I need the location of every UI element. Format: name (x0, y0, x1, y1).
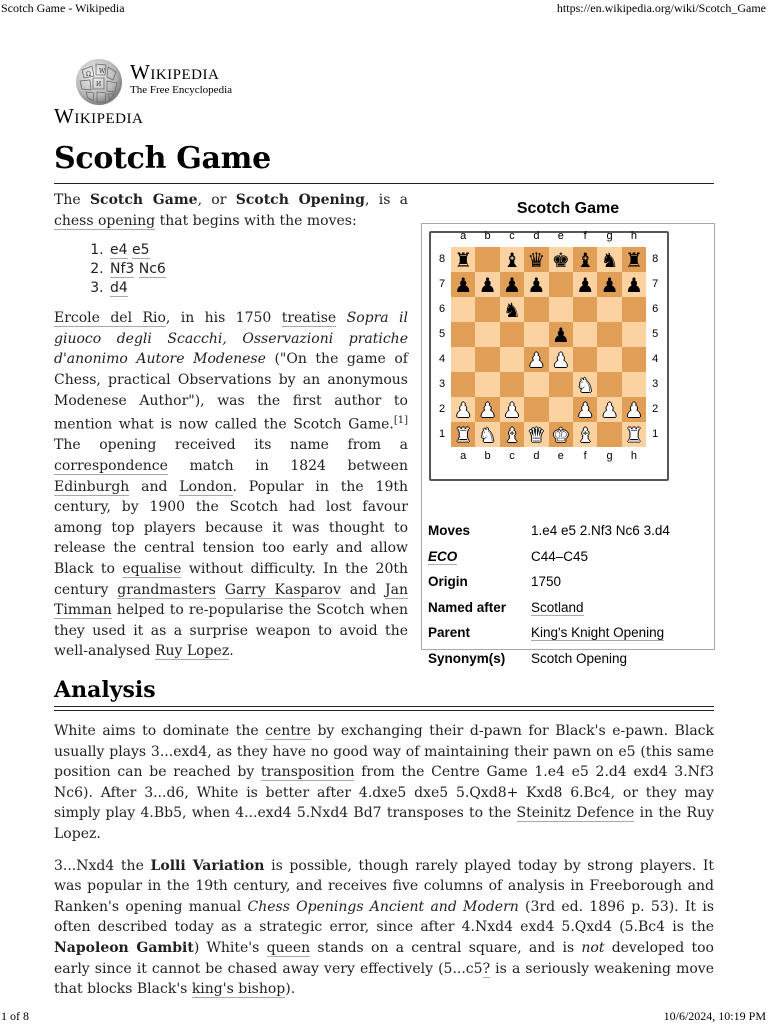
board-square (500, 272, 524, 297)
black-piece-icon: ♝ (576, 247, 595, 272)
black-piece-icon: ♝ (503, 247, 521, 272)
text-run: ("On the game of Chess, practical Observations by an anonymous Modenese Author"), was the first author to mention what is now called the Scotch Game. (54, 351, 408, 433)
file-label: f (583, 230, 587, 242)
board-square (573, 247, 597, 272)
article-link[interactable]: centre (265, 723, 311, 739)
page-title: Scotch Game (54, 141, 271, 176)
text-run: White aims to dominate the (54, 723, 266, 739)
white-piece-icon: ♜ (454, 422, 473, 447)
wikipedia-logo[interactable] (54, 56, 294, 126)
text-run: , is a (364, 192, 409, 208)
white-piece-icon: ♟ (600, 397, 619, 422)
file-label: d (533, 450, 540, 462)
text-run: The (54, 192, 90, 208)
black-piece-icon: ♞ (600, 247, 619, 272)
infobox (421, 196, 715, 666)
rank-label: 7 (438, 278, 446, 290)
text-run: . (229, 643, 234, 660)
infobox-table (428, 519, 710, 672)
infobox-key: Parent (428, 625, 471, 640)
board-square (573, 297, 597, 322)
wikipedia-wordmark: Wikipedia (130, 60, 220, 84)
article-link[interactable]: grandmasters (117, 581, 216, 598)
board-square (500, 297, 524, 322)
infobox-value[interactable]: King's Knight Opening (531, 625, 665, 640)
analysis-paragraph-2 (54, 856, 714, 1000)
text-run: , or (197, 192, 236, 208)
white-piece-icon: ♝ (576, 422, 595, 447)
white-piece-icon: ♝ (503, 422, 521, 447)
bold-term: Scotch Opening (235, 192, 365, 208)
infobox-row (428, 596, 710, 622)
infobox-value: 1750 (531, 574, 562, 589)
opening-move-item (108, 260, 408, 279)
white-piece-icon: ♚ (551, 422, 570, 447)
chess-diagram (429, 231, 669, 481)
file-label: d (533, 230, 540, 242)
text-run: developed too early since it cannot be chased away very effectively (5...c5 (54, 939, 714, 977)
board-square (475, 397, 499, 422)
board-square (549, 422, 573, 447)
white-piece-icon: ♟ (625, 397, 643, 422)
text-run (336, 310, 346, 326)
title-divider (54, 183, 714, 184)
analysis-section (54, 721, 714, 1011)
wikipedia-globe-icon (72, 56, 126, 106)
board-square (597, 322, 621, 347)
board-square (524, 347, 548, 372)
file-label: c (509, 450, 515, 462)
text-run: 3...Nxd4 the (54, 857, 151, 874)
board-square (524, 422, 548, 447)
white-piece-icon: ♛ (527, 422, 546, 447)
article-link[interactable]: equalise (122, 560, 182, 577)
infobox-value: 1.e4 e5 2.Nf3 Nc6 3.d4 (531, 523, 670, 538)
print-page-title: Scotch Game - Wikipedia (1, 1, 125, 15)
file-label: g (606, 450, 613, 462)
text-run: helped to re-popularise the Scotch when they used it as a surprise weapon to avoid the well-analysed (54, 602, 408, 660)
board-square (500, 422, 524, 447)
print-header (0, 0, 768, 16)
article-link[interactable]: Nf3 (110, 261, 135, 278)
board-square (500, 322, 524, 347)
board-square (524, 397, 548, 422)
board-square (622, 297, 646, 322)
black-piece-icon: ♟ (576, 272, 595, 297)
text-run: , in his 1750 (165, 310, 282, 327)
rank-label: 1 (438, 428, 446, 440)
section-divider (54, 706, 714, 707)
opening-moves-list (54, 241, 408, 298)
board-square (524, 322, 548, 347)
article-link[interactable]: London (179, 478, 233, 495)
board-square (524, 297, 548, 322)
text-run: is a seriously weakening move that blocks Black's (54, 960, 714, 998)
white-piece-icon: ♟ (527, 347, 546, 372)
italic-text: not (581, 939, 605, 956)
board-square (573, 372, 597, 397)
board-square (524, 372, 548, 397)
article-link[interactable]: Jan Timman (54, 581, 409, 619)
black-piece-icon: ♛ (527, 247, 546, 272)
black-piece-icon: ♟ (625, 272, 643, 297)
file-label: e (557, 230, 564, 242)
board-square (475, 372, 499, 397)
black-piece-icon: ♟ (454, 272, 473, 297)
bold-term: Lolli Variation (150, 857, 265, 874)
file-label: h (630, 230, 638, 242)
rank-label: 8 (652, 253, 659, 265)
text-run: is possible, though rarely played today by strong players. It was popular in the 19th century, and receives five columns of analysis in Freeborough and Ranken's opening manual (54, 857, 714, 915)
board-square (475, 347, 499, 372)
lead-section (54, 190, 408, 672)
board-square (573, 397, 597, 422)
white-piece-icon: ♜ (625, 422, 643, 447)
article-link[interactable]: treatise (281, 310, 337, 327)
black-piece-icon: ♜ (454, 247, 473, 272)
rank-label: 3 (438, 378, 446, 390)
board-square (451, 247, 475, 272)
black-piece-icon: ♟ (527, 272, 546, 297)
rank-label: 1 (652, 428, 659, 440)
text-run: by exchanging their d-pawn for Black's e-pawn. Black usually plays 3...exd4, as they have no good way of maintaining their pawn on e5 (this same position can be reached by (54, 723, 714, 781)
black-piece-icon: ♜ (625, 247, 643, 272)
board-square (451, 347, 475, 372)
rank-label: 6 (652, 303, 659, 315)
board-square (549, 372, 573, 397)
italic-text: Chess Openings Ancient and Modern (247, 898, 519, 915)
article-link[interactable]: chess opening (54, 212, 156, 229)
text-run: match in 1824 between (167, 458, 408, 474)
lead-paragraph-1 (54, 190, 408, 231)
board-square (622, 347, 646, 372)
board-square (622, 322, 646, 347)
text-run: . Popular in the 19th century, by 1900 the Scotch had lost favour among top players because it was thought to release the central tension too early and allow Black to (54, 478, 409, 577)
board-square (475, 322, 499, 347)
rank-label: 7 (652, 278, 659, 290)
article-link[interactable]: Ruy Lopez (154, 643, 230, 660)
file-label: f (583, 450, 587, 462)
board-square (475, 247, 499, 272)
analysis-paragraph-1 (54, 721, 714, 845)
board-square (622, 247, 646, 272)
text-run: ) White's (193, 939, 267, 956)
svg-text:W: W (99, 68, 106, 75)
rank-label: 5 (438, 328, 446, 340)
infobox-key: Named after (428, 599, 507, 615)
rank-label: 4 (438, 353, 446, 365)
text-run (216, 582, 225, 598)
file-label: h (630, 450, 638, 462)
board-square (524, 272, 548, 297)
white-piece-icon: ♞ (576, 372, 595, 397)
article-link[interactable]: e5 (131, 242, 150, 259)
rank-label: 2 (652, 403, 659, 415)
rank-label: 5 (652, 328, 659, 340)
board-square (549, 397, 573, 422)
article-link[interactable]: transposition (261, 764, 355, 781)
article-link[interactable]: Steinitz Defence (516, 805, 635, 822)
board-square (597, 372, 621, 397)
rank-label: 4 (652, 353, 659, 365)
white-piece-icon: ♟ (503, 397, 521, 422)
board-square (451, 322, 475, 347)
black-piece-icon: ♟ (478, 272, 497, 297)
board-square (573, 347, 597, 372)
black-piece-icon: ♟ (503, 272, 521, 297)
white-piece-icon: ♞ (478, 422, 497, 447)
black-piece-icon: ♚ (551, 247, 570, 272)
text-run: that begins with the moves: (155, 212, 357, 229)
infobox-row (428, 647, 710, 673)
board-square (573, 322, 597, 347)
black-piece-icon: ♟ (600, 272, 619, 297)
infobox-row (428, 519, 710, 545)
print-footer (0, 1008, 768, 1024)
board-square (549, 347, 573, 372)
infobox-key: Origin (428, 574, 468, 589)
print-page-number: 1 of 8 (1, 1009, 29, 1023)
rank-label: 3 (652, 378, 659, 390)
print-url: https://en.wikipedia.org/wiki/Scotch_Game (556, 1, 766, 15)
text-run: and (340, 581, 386, 598)
text-run: (3rd ed. 1896 p. 53). It is often described today as a strategic error, since after 4.Nxd4 exd4 5.Qxd4 (5.Bc4 is the (54, 898, 714, 936)
white-piece-icon: ♟ (551, 347, 570, 372)
article-link[interactable]: Nc6 (138, 261, 166, 278)
board-square (549, 247, 573, 272)
text-run: The opening received its name from a (54, 437, 408, 454)
article-link[interactable]: ? (482, 960, 491, 977)
white-piece-icon: ♟ (576, 397, 595, 422)
black-piece-icon: ♞ (503, 297, 521, 322)
rank-label: 6 (438, 303, 446, 315)
bold-term: Scotch Game (89, 192, 198, 208)
board-square (549, 322, 573, 347)
article-link[interactable]: queen (266, 939, 311, 956)
infobox-body (421, 223, 715, 666)
infobox-key[interactable]: ECO (428, 548, 458, 564)
chess-board (438, 230, 659, 462)
rank-label: 2 (438, 403, 446, 415)
board-square (475, 422, 499, 447)
board-square (500, 397, 524, 422)
file-label: c (509, 230, 515, 242)
lead-paragraph-2 (54, 308, 408, 662)
infobox-row (428, 621, 710, 647)
section-divider-secondary (54, 710, 714, 711)
infobox-key: Moves (428, 523, 471, 538)
board-square (573, 422, 597, 447)
file-label: e (557, 450, 564, 462)
board-square (622, 397, 646, 422)
article-link[interactable]: king's bishop (191, 981, 286, 998)
text-run: ). (285, 981, 296, 998)
board-square (451, 272, 475, 297)
board-square (622, 272, 646, 297)
black-piece-icon: ♟ (551, 322, 570, 347)
citation-link[interactable]: [1] (393, 415, 408, 427)
rank-label: 8 (438, 253, 446, 265)
text-run: from the Centre Game 1.e4 e5 2.d4 exd4 3.Nf3 Nc6). After 3...d6, White is better after 4.dxe5 dxe5 5.Qxd8+ Kxd8 6.Bc4, or they may simply play 4.Bb5, when 4...exd4 5.Nxd4 Bd7 transposes to the (54, 764, 714, 822)
board-square (573, 272, 597, 297)
infobox-row (428, 570, 710, 596)
article-link[interactable]: Ercole del Rio (54, 310, 166, 327)
section-heading-analysis: Analysis (54, 677, 156, 703)
board-square (524, 247, 548, 272)
board-square (622, 372, 646, 397)
article-link[interactable]: d4 (110, 280, 128, 297)
board-square (549, 297, 573, 322)
board-square (500, 247, 524, 272)
board-square (451, 297, 475, 322)
board-square (597, 397, 621, 422)
infobox-value: Scotch Opening (531, 650, 628, 666)
infobox-value[interactable]: Scotland (531, 599, 584, 615)
text-run: without difficulty. In the 20th century (54, 560, 408, 598)
infobox-value: C44–C45 (531, 548, 589, 564)
board-square (549, 272, 573, 297)
infobox-row (428, 545, 710, 571)
board-square (500, 372, 524, 397)
article-link[interactable]: correspondence (54, 458, 168, 474)
board-square (597, 297, 621, 322)
text-run: and (129, 478, 180, 495)
bold-term: Napoleon Gambit (54, 939, 194, 956)
text-run: in the Ruy Lopez. (54, 805, 715, 842)
board-square (597, 422, 621, 447)
wikipedia-wordmark-secondary: Wikipedia (54, 104, 144, 128)
board-square (622, 422, 646, 447)
article-link[interactable]: Edinburgh (54, 478, 130, 495)
board-square (475, 297, 499, 322)
italic-text: Sopra il giuoco degli Scacchi, Osservazioni pratiche d'anonimo Autore Modenese (54, 310, 408, 368)
file-label: b (484, 450, 491, 462)
board-square (451, 397, 475, 422)
svg-text:Ω: Ω (86, 71, 91, 78)
file-label: g (606, 230, 613, 242)
text-run: stands on a central square, and is (310, 939, 582, 956)
print-datetime: 10/6/2024, 10:19 PM (663, 1009, 766, 1023)
file-label: b (484, 230, 491, 242)
file-label: a (460, 230, 467, 242)
opening-move-item (108, 279, 408, 298)
board-square (597, 347, 621, 372)
svg-text:И: И (96, 81, 102, 88)
board-square (597, 272, 621, 297)
infobox-key: Synonym(s) (428, 650, 506, 666)
board-square (597, 247, 621, 272)
white-piece-icon: ♟ (454, 397, 473, 422)
board-square (475, 272, 499, 297)
board-square (451, 422, 475, 447)
infobox-caption: Scotch Game (516, 200, 620, 217)
article-link[interactable]: Garry Kasparov (224, 581, 341, 598)
board-square (451, 372, 475, 397)
article-link[interactable]: e4 (110, 242, 128, 259)
opening-move-item (108, 241, 408, 260)
white-piece-icon: ♟ (478, 397, 497, 422)
file-label: a (460, 450, 467, 462)
wikipedia-tagline: The Free Encyclopedia (130, 84, 233, 96)
board-square (500, 347, 524, 372)
